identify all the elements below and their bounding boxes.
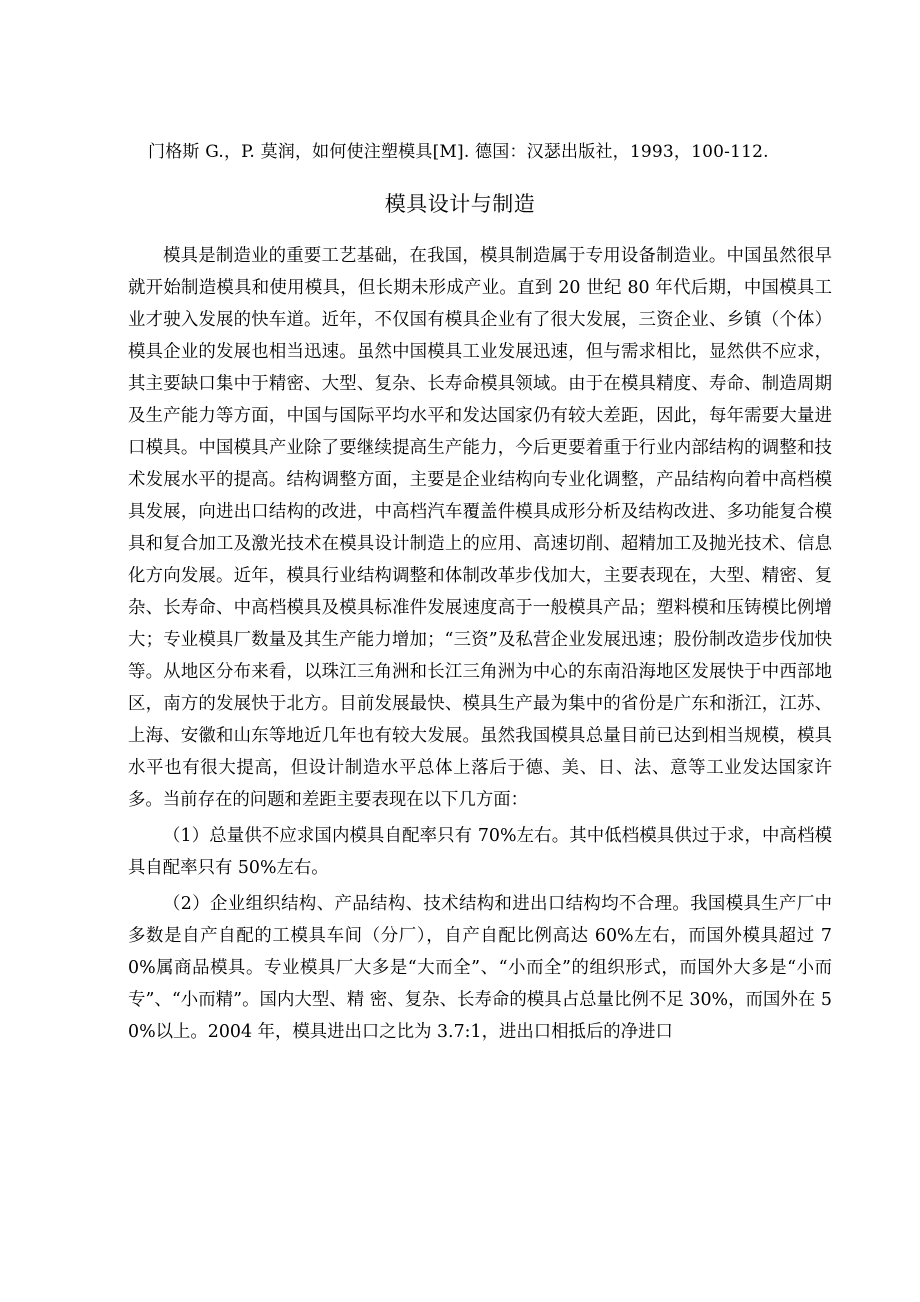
page-title: 模具设计与制造 (384, 192, 536, 216)
reference-citation: 门格斯 G.，P. 莫润，如何使注塑模具[M]. 德国：汉瑟出版社，1993，100-112. (148, 142, 769, 162)
paragraph-intro: 模具是制造业的重要工艺基础，在我国，模具制造属于专用设备制造业。中国虽然很早就开始制造模具和使用模具，但长期未形成产业。直到 20 世纪 80 年代后期，中国模具工业才驶入发展的快车道。近年，不仅国有模具企业有了很大发展，三资企业、乡镇（个体）模具企业的发展也相当迅速。虽然中国模具工业发展迅速，但与需求相比，显然供不应求，其主要缺口集中于精密、大型、复杂、长寿命模具领域。由于在模具精度、寿命、制造周期及生产能力等方面，中国与国际平均水平和发达国家仍有较大差距，因此，每年需要大量进口模具。中国模具产业除了要继续提高生产能力，今后更要着重于行业内部结构的调整和技术发展水平的提高。结构调整方面，主要是企业结构向专业化调整，产品结构向着中高档模具发展，向进出口结构的改进，中高档汽车覆盖件模具成形分析及结构改进、多功能复合模具和复合加工及激光技术在模具设计制造上的应用、高速切削、超精加工及抛光技术、信息化方向发展。近年，模具行业结构调整和体制改革步伐加大，主要表现在，大型、精密、复杂、长寿命、中高档模具及模具标准件发展速度高于一般模具产品；塑料模和压铸模比例增大；专业模具厂数量及其生产能力增加；“三资”及私营企业发展迅速；股份制改造步伐加快等。从地区分布来看，以珠江三角洲和长江三角洲为中心的东南沿海地区发展快于中西部地区，南方的发展快于北方。目前发展最快、模具生产最为集中的省份是广东和浙江，江苏、上海、安徽和山东等地近几年也有较大发展。虽然我国模具总量目前已达到相当规模，模具水平也有很大提高，但设计制造水平总体上落后于德、美、日、法、意等工业发达国家许多。当前存在的问题和差距主要表现在以下几方面： (128, 246, 832, 810)
body-text (128, 240, 832, 1048)
paragraph-item-2: （2）企业组织结构、产品结构、技术结构和进出口结构均不合理。我国模具生产厂中多数是自产自配的工模具车间（分厂），自产自配比例高达 60%左右，而国外模具超过 70%属商品模具。专业模具厂大多是“大而全”、“小而全”的组织形式，而国外大多是“小而专”、“小而精”。国内大型、精 密、复杂、长寿命的模具占总量比例不足 30%，而国外在 50%以上。2004 年，模具进出口之比为 3.7:1，进出口相抵后的净进口 (128, 894, 832, 1042)
paragraph-item-1: （1）总量供不应求国内模具自配率只有 70%左右。其中低档模具供过于求，中高档模具自配率只有 50%左右。 (128, 826, 832, 878)
